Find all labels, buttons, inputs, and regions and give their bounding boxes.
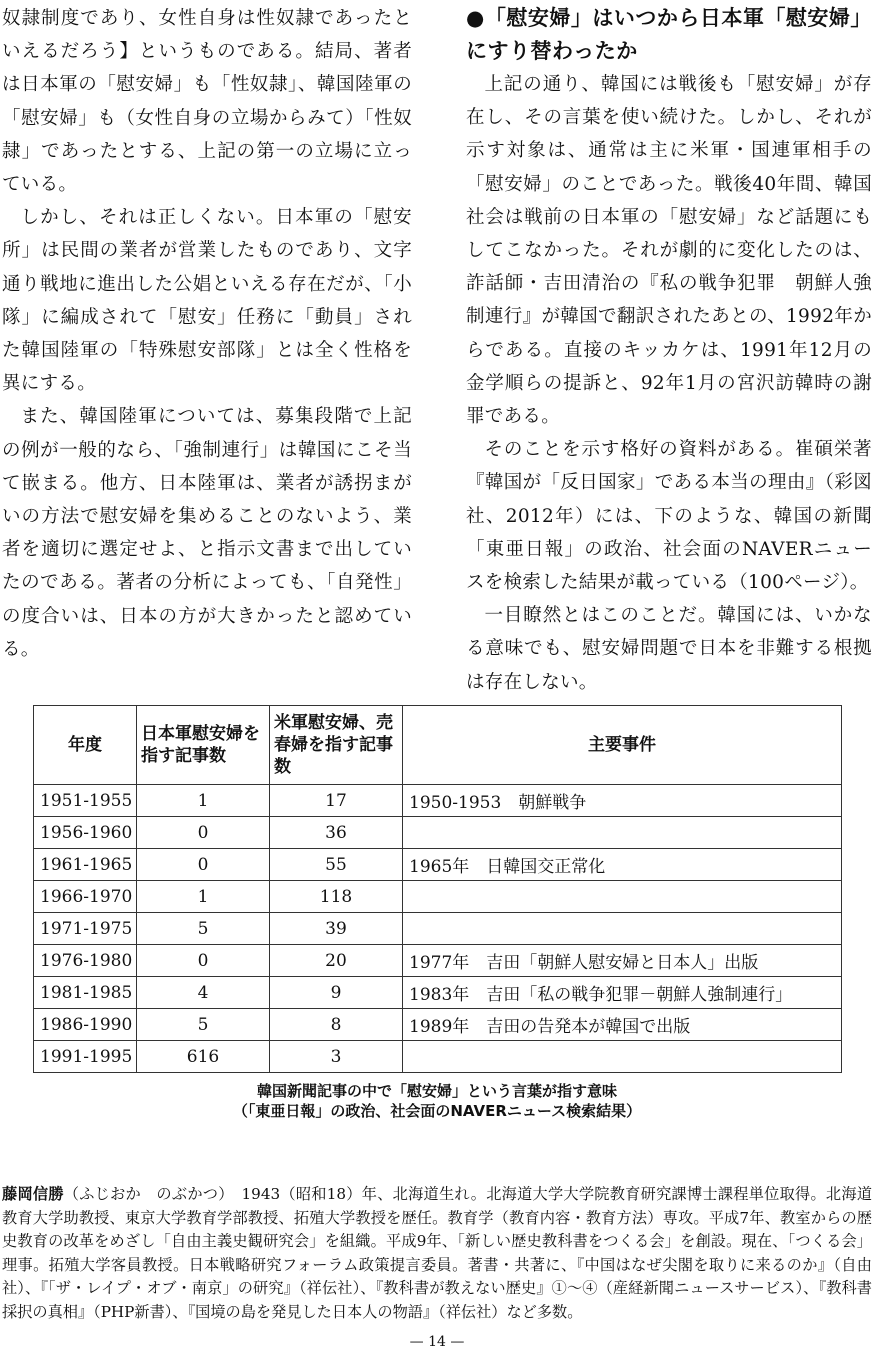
cell-us-count: 9 xyxy=(270,977,403,1009)
section-heading: ●「慰安婦」はいつから日本軍「慰安婦」にすり替わったか xyxy=(466,6,872,63)
cell-period: 1951-1955 xyxy=(34,785,137,817)
cell-period: 1971-1975 xyxy=(34,913,137,945)
header-events: 主要事件 xyxy=(403,706,842,785)
cell-period: 1956-1960 xyxy=(34,817,137,849)
cell-event: 1950-1953 朝鮮戦争 xyxy=(403,785,842,817)
table-row xyxy=(34,1009,842,1041)
header-us-articles: 米軍慰安婦、売春婦を指す記事数 xyxy=(270,706,403,785)
table-row xyxy=(34,881,842,913)
right-column xyxy=(466,2,872,699)
article-count-table xyxy=(33,705,841,1073)
cell-period: 1976-1980 xyxy=(34,945,137,977)
cell-event: 1989年 吉田の告発本が韓国で出版 xyxy=(403,1009,842,1041)
cell-japan-count: 1 xyxy=(137,881,270,913)
cell-japan-count: 4 xyxy=(137,977,270,1009)
cell-japan-count: 616 xyxy=(137,1041,270,1073)
cell-japan-count: 5 xyxy=(137,1009,270,1041)
cell-event xyxy=(403,817,842,849)
right-paragraph-1: 上記の通り、韓国には戦後も「慰安婦」が存在し、その言葉を使い続けた。しかし、それが示す対象は、通常は主に米軍・国連軍相手の「慰安婦」のことであった。戦後40年間、韓国社会は戦前の日本軍の「慰安婦」など話題にもしてこなかった。それが劇的に変化したのは、詐話師・吉田清治の『私の戦争犯罪 朝鮮人強制連行』が韓国で翻訳されたあとの、1992年からである。直接のキッカケは、1991年12月の金学順らの提訴と、92年1月の宮沢訪韓時の謝罪である。 xyxy=(466,74,872,428)
cell-japan-count: 1 xyxy=(137,785,270,817)
cell-us-count: 39 xyxy=(270,913,403,945)
author-name: 藤岡信勝 xyxy=(2,1185,64,1203)
table-row xyxy=(34,817,842,849)
cell-event xyxy=(403,881,842,913)
author-bio-text: （ふじおか のぶかつ） 1943（昭和18）年、北海道生れ。北海道大学大学院教育研究課博士課程単位取得。北海道教育大学助教授、東京大学教育学部教授、拓殖大学教授を歴任。教育学（教育内容・教育方法）専攻。平成7年、教室からの歴史教育の改革をめざし「自由主義史観研究会」を組織。平成9年、「新しい歴史教科書をつくる会」を創設。現在、「つくる会」理事。拓殖大学客員教授。日本戦略研究フォーラム政策提言委員。著書・共著に、『中国はなぜ尖閣を取りに来るのか』（自由社）、『「ザ・レイプ・オブ・南京」の研究』（祥伝社）、『教科書が教えない歴史』①～④（産経新聞ニュースサービス）、『教科書採択の真相』（PHP新書）、『国境の島を発見した日本人の物語』（祥伝社）など多数。 xyxy=(2,1185,873,1321)
cell-period: 1981-1985 xyxy=(34,977,137,1009)
header-japan-articles: 日本軍慰安婦を指す記事数 xyxy=(137,706,270,785)
cell-us-count: 8 xyxy=(270,1009,403,1041)
cell-us-count: 118 xyxy=(270,881,403,913)
author-bio xyxy=(2,1183,872,1325)
cell-us-count: 36 xyxy=(270,817,403,849)
table-row xyxy=(34,977,842,1009)
table-row xyxy=(34,945,842,977)
cell-event: 1983年 吉田「私の戦争犯罪－朝鮮人強制連行」 xyxy=(403,977,842,1009)
right-paragraph-3: 一目瞭然とはこのことだ。韓国には、いかなる意味でも、慰安婦問題で日本を非難する根拠は存在しない。 xyxy=(466,605,872,693)
table-row xyxy=(34,1041,842,1073)
page-number: — 14 — xyxy=(409,1334,465,1350)
cell-event xyxy=(403,1041,842,1073)
caption-line-2: （「東亜日報」の政治、社会面のNAVERニュース検索結果） xyxy=(232,1102,642,1120)
table-row xyxy=(34,849,842,881)
cell-period: 1961-1965 xyxy=(34,849,137,881)
cell-period: 1991-1995 xyxy=(34,1041,137,1073)
left-paragraph-2: しかし、それは正しくない。日本軍の「慰安所」は民間の業者が営業したものであり、文字通り戦地に進出した公娼といえる存在だが、「小隊」に編成されて「慰安」任務に「動員」された韓国陸軍の「特殊慰安部隊」とは全く性格を異にする。 xyxy=(2,207,412,395)
cell-us-count: 55 xyxy=(270,849,403,881)
cell-us-count: 3 xyxy=(270,1041,403,1073)
left-paragraph-3: また、韓国陸軍については、募集段階で上記の例が一般的なら、「強制連行」は韓国にこそ当て嵌まる。他方、日本陸軍は、業者が誘拐まがいの方法で慰安婦を集めることのないよう、業者を適切に選定せよ、と指示文書まで出していたのである。著者の分析によっても、「自発性」の度合いは、日本の方が大きかったと認めている。 xyxy=(2,406,412,660)
right-paragraph-2: そのことを示す格好の資料がある。崔碩栄著『韓国が「反日国家」である本当の理由』（彩図社、2012年）には、下のような、韓国の新聞「東亜日報」の政治、社会面のNAVERニュースを検索した結果が載っている（100ページ）。 xyxy=(466,439,872,594)
cell-us-count: 17 xyxy=(270,785,403,817)
table-row xyxy=(34,785,842,817)
cell-japan-count: 0 xyxy=(137,817,270,849)
table-header-row xyxy=(34,706,842,785)
cell-japan-count: 5 xyxy=(137,913,270,945)
cell-period: 1966-1970 xyxy=(34,881,137,913)
left-column xyxy=(2,2,412,666)
header-period: 年度 xyxy=(34,706,137,785)
cell-us-count: 20 xyxy=(270,945,403,977)
table-caption xyxy=(0,1081,874,1121)
cell-event xyxy=(403,913,842,945)
table-row xyxy=(34,913,842,945)
cell-period: 1986-1990 xyxy=(34,1009,137,1041)
cell-japan-count: 0 xyxy=(137,945,270,977)
cell-japan-count: 0 xyxy=(137,849,270,881)
cell-event: 1965年 日韓国交正常化 xyxy=(403,849,842,881)
cell-event: 1977年 吉田「朝鮮人慰安婦と日本人」出版 xyxy=(403,945,842,977)
left-paragraph-1: 奴隷制度であり、女性自身は性奴隷であったといえるだろう】というものである。結局、著者は日本軍の「慰安婦」も「性奴隷」、韓国陸軍の「慰安婦」も（女性自身の立場からみて）「性奴隷」であったとする、上記の第一の立場に立っている。 xyxy=(2,8,412,196)
caption-line-1: 韓国新聞記事の中で「慰安婦」という言葉が指す意味 xyxy=(256,1082,617,1100)
